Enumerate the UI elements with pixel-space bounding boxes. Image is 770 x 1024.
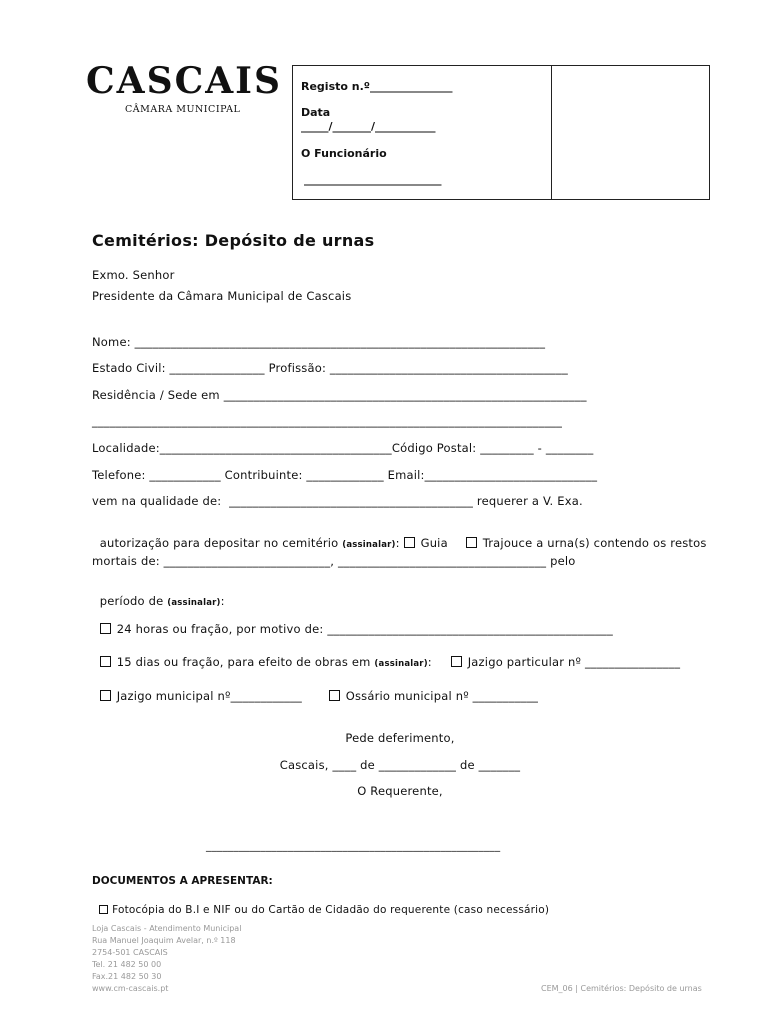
trajouce-label: Trajouce a urna(s) contendo os restos (482, 536, 707, 550)
footer-website[interactable]: www.cm-cascais.pt (92, 984, 169, 993)
qualidade-field[interactable]: vem na qualidade de: _________________________________________ requerer a V. Exa. (92, 494, 583, 508)
autorizacao-text: autorização para depositar no cemitério (99, 536, 343, 550)
assinalar-note: (assinalar) (342, 540, 396, 550)
jazigo-municipal-option (92, 675, 302, 703)
documents-title: DOCUMENTOS A APRESENTAR: (92, 875, 273, 887)
data-label: Data (301, 106, 331, 119)
jazigo-particular-checkbox[interactable] (451, 656, 462, 667)
periodo-text: período de (99, 594, 168, 608)
colon: : (220, 594, 225, 608)
autorizacao-line (92, 522, 448, 550)
deferimento-text: Pede deferimento, (345, 731, 455, 745)
option-24h (92, 608, 613, 636)
document-checkbox[interactable] (99, 905, 108, 914)
funcionario-field[interactable]: _________________________ (304, 173, 442, 186)
24h-label[interactable]: 24 horas ou fração, por motivo de: ________________________________________________ (116, 622, 613, 636)
trajouce-checkbox[interactable] (466, 537, 477, 548)
page-title: Cemitérios: Depósito de urnas (92, 231, 375, 250)
document-item (92, 892, 549, 916)
jazigo-particular-option (443, 641, 680, 669)
cascais-logo: CASCAIS (86, 60, 283, 102)
footer-line: Loja Cascais - Atendimento Municipal (92, 924, 242, 933)
logo-subtitle: CÂMARA MUNICIPAL (125, 104, 241, 115)
nome-field[interactable]: Nome: _____________________________________________________________________ (92, 335, 546, 349)
option-15d (92, 641, 432, 669)
assinalar-note: (assinalar) (374, 659, 428, 669)
footer-address (92, 923, 241, 995)
registo-field[interactable]: Registo n.º_______________ (301, 80, 453, 93)
footer-line: Fax.21 482 50 30 (92, 972, 162, 981)
jazigo-municipal-label[interactable]: Jazigo municipal nº____________ (116, 689, 302, 703)
requerente-label: O Requerente, (357, 784, 443, 798)
colon: : (395, 536, 404, 550)
footer-line: Rua Manuel Joaquim Avelar, n.º 118 (92, 936, 236, 945)
greeting-line2: Presidente da Câmara Municipal de Cascais (92, 289, 352, 303)
greeting-line1: Exmo. Senhor (92, 268, 175, 282)
jazigo-municipal-checkbox[interactable] (100, 690, 111, 701)
data-field[interactable]: _____/_______/___________ (301, 120, 436, 133)
localidade-field[interactable]: Localidade:_______________________________________Código Postal: _________ - ________ (92, 441, 594, 455)
telefone-field[interactable]: Telefone: ____________ Contribuinte: _____________ Email:_____________________________ (92, 468, 598, 482)
cascais-date-field[interactable]: Cascais, ____ de _____________ de _______ (279, 758, 521, 772)
funcionario-label: O Funcionário (301, 147, 387, 160)
footer-doc-code: CEM_06 | Cemitérios: Depósito de urnas (541, 984, 702, 993)
document-item-label: Fotocópia do B.I e NIF ou do Cartão de Cidadão do requerente (caso necessário) (112, 904, 550, 916)
guia-checkbox[interactable] (404, 537, 415, 548)
ossario-option (321, 675, 538, 703)
footer-line: Tel. 21 482 50 00 (92, 960, 162, 969)
stamp-box (551, 65, 710, 200)
footer-line: 2754-501 CASCAIS (92, 948, 168, 957)
signature-line[interactable]: ______________________________________________________ (206, 840, 501, 852)
24h-checkbox[interactable] (100, 623, 111, 634)
guia-label: Guia (420, 536, 448, 550)
trajouce-option (458, 522, 707, 550)
mortais-field[interactable]: mortais de: ____________________________, ___________________________________ pelo (92, 554, 576, 568)
estado-profissao-field[interactable]: Estado Civil: ________________ Profissão: ________________________________________ (92, 361, 568, 375)
assinalar-note: (assinalar) (167, 598, 221, 608)
jazigo-particular-label[interactable]: Jazigo particular nº ________________ (467, 655, 681, 669)
residencia-field[interactable]: Residência / Sede em _____________________________________________________________ (92, 388, 587, 402)
15d-checkbox[interactable] (100, 656, 111, 667)
ossario-checkbox[interactable] (329, 690, 340, 701)
residencia-field-2[interactable]: _______________________________________________________________________________ (92, 414, 563, 428)
ossario-label[interactable]: Ossário municipal nº ___________ (345, 689, 539, 703)
periodo-line (92, 580, 225, 608)
colon: : (427, 655, 432, 669)
15d-label: 15 dias ou fração, para efeito de obras em (116, 655, 375, 669)
